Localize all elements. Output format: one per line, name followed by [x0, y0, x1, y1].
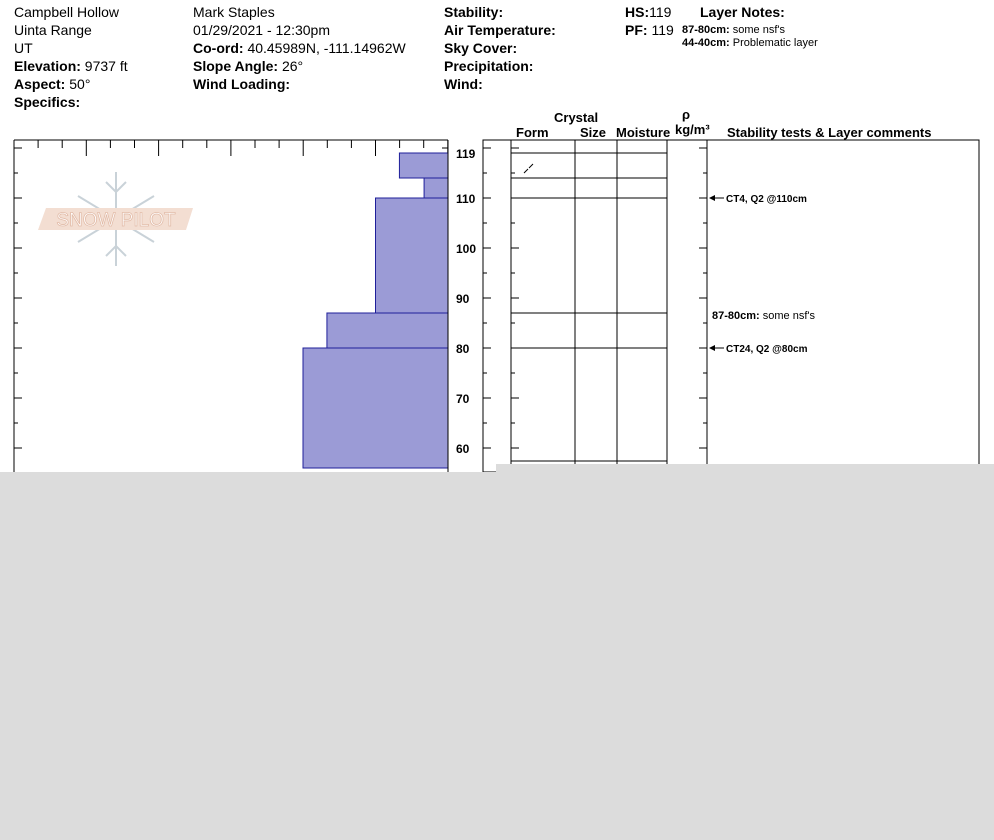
air-temperature-label: Air Temperature:	[444, 22, 556, 38]
test-arrowhead	[709, 345, 715, 351]
elevation-value: 9737 ft	[84, 58, 128, 74]
mountain-range: Uinta Range	[14, 22, 92, 38]
test-arrowhead	[709, 195, 715, 201]
slope-label: Slope Angle:	[193, 58, 279, 74]
size-heading: Size	[580, 125, 607, 140]
crystal-heading: Crystal	[554, 110, 599, 125]
hardness-bar	[424, 178, 448, 198]
wind-label: Wind:	[444, 76, 483, 92]
hs-label: HS:	[625, 4, 650, 20]
aspect-value: 50°	[69, 76, 91, 92]
depth-label: 100	[456, 242, 477, 256]
specifics-label: Specifics:	[14, 94, 81, 110]
density-unit: kg/m³	[675, 122, 710, 137]
snowpilot-logo	[38, 172, 193, 266]
crystal-form-symbol	[524, 164, 533, 173]
slope-value: 26°	[281, 58, 304, 74]
wind-loading-label: Wind Loading:	[193, 76, 291, 92]
depth-label: 90	[456, 292, 470, 306]
layer-boundaries	[511, 153, 667, 461]
hardness-bar	[327, 313, 448, 348]
blank-area	[0, 472, 994, 840]
hardness-ticks	[14, 140, 448, 156]
location-name: Campbell Hollow	[14, 4, 120, 20]
stability-label: Stability:	[444, 4, 504, 20]
hardness-bar	[376, 198, 449, 313]
hardness-bars	[303, 153, 448, 468]
sky-cover-label: Sky Cover:	[444, 40, 518, 56]
depth-tick-labels	[456, 147, 476, 456]
state: UT	[14, 40, 33, 56]
layer-note: 44-40cm: Problematic layer	[682, 37, 818, 49]
moisture-heading: Moisture	[616, 125, 671, 140]
layer-comment-text: some nsf's	[762, 310, 815, 322]
stability-comments-heading: Stability tests & Layer comments	[727, 125, 932, 140]
aspect-label: Aspect:	[14, 76, 66, 92]
density-symbol: ρ	[682, 107, 691, 122]
layer-note: 87-80cm: some nsf's	[682, 24, 785, 36]
stability-tests	[709, 194, 815, 355]
pf-value: 119	[651, 22, 674, 38]
blank-area-notch	[496, 464, 994, 472]
table-depth-ticks	[483, 148, 707, 448]
elevation-label: Elevation:	[14, 58, 81, 74]
hs-value: 119	[649, 4, 672, 20]
hardness-bar	[399, 153, 448, 178]
pf-label: PF:	[625, 22, 648, 38]
layer-comment-range: 87-80cm:	[712, 310, 763, 322]
form-heading: Form	[516, 125, 549, 140]
coord-value: 40.45989N, -111.14962W	[247, 40, 406, 56]
hardness-bar	[303, 348, 448, 468]
depth-label: 70	[456, 392, 470, 406]
layer-table	[483, 140, 979, 472]
logo-text: SNOW PILOT	[56, 210, 176, 231]
layer-comment	[712, 310, 815, 322]
stability-test-label: CT24, Q2 @80cm	[726, 344, 808, 355]
coord-label: Co-ord:	[193, 40, 244, 56]
depth-label: 60	[456, 442, 470, 456]
depth-label: 80	[456, 342, 470, 356]
depth-label: 119	[456, 147, 476, 161]
layer-notes-title: Layer Notes:	[700, 4, 785, 20]
observer-name: Mark Staples	[193, 4, 275, 20]
precipitation-label: Precipitation:	[444, 58, 534, 74]
stability-test-label: CT4, Q2 @110cm	[726, 194, 807, 205]
depth-label: 110	[456, 192, 476, 206]
observation-datetime: 01/29/2021 - 12:30pm	[193, 22, 330, 38]
